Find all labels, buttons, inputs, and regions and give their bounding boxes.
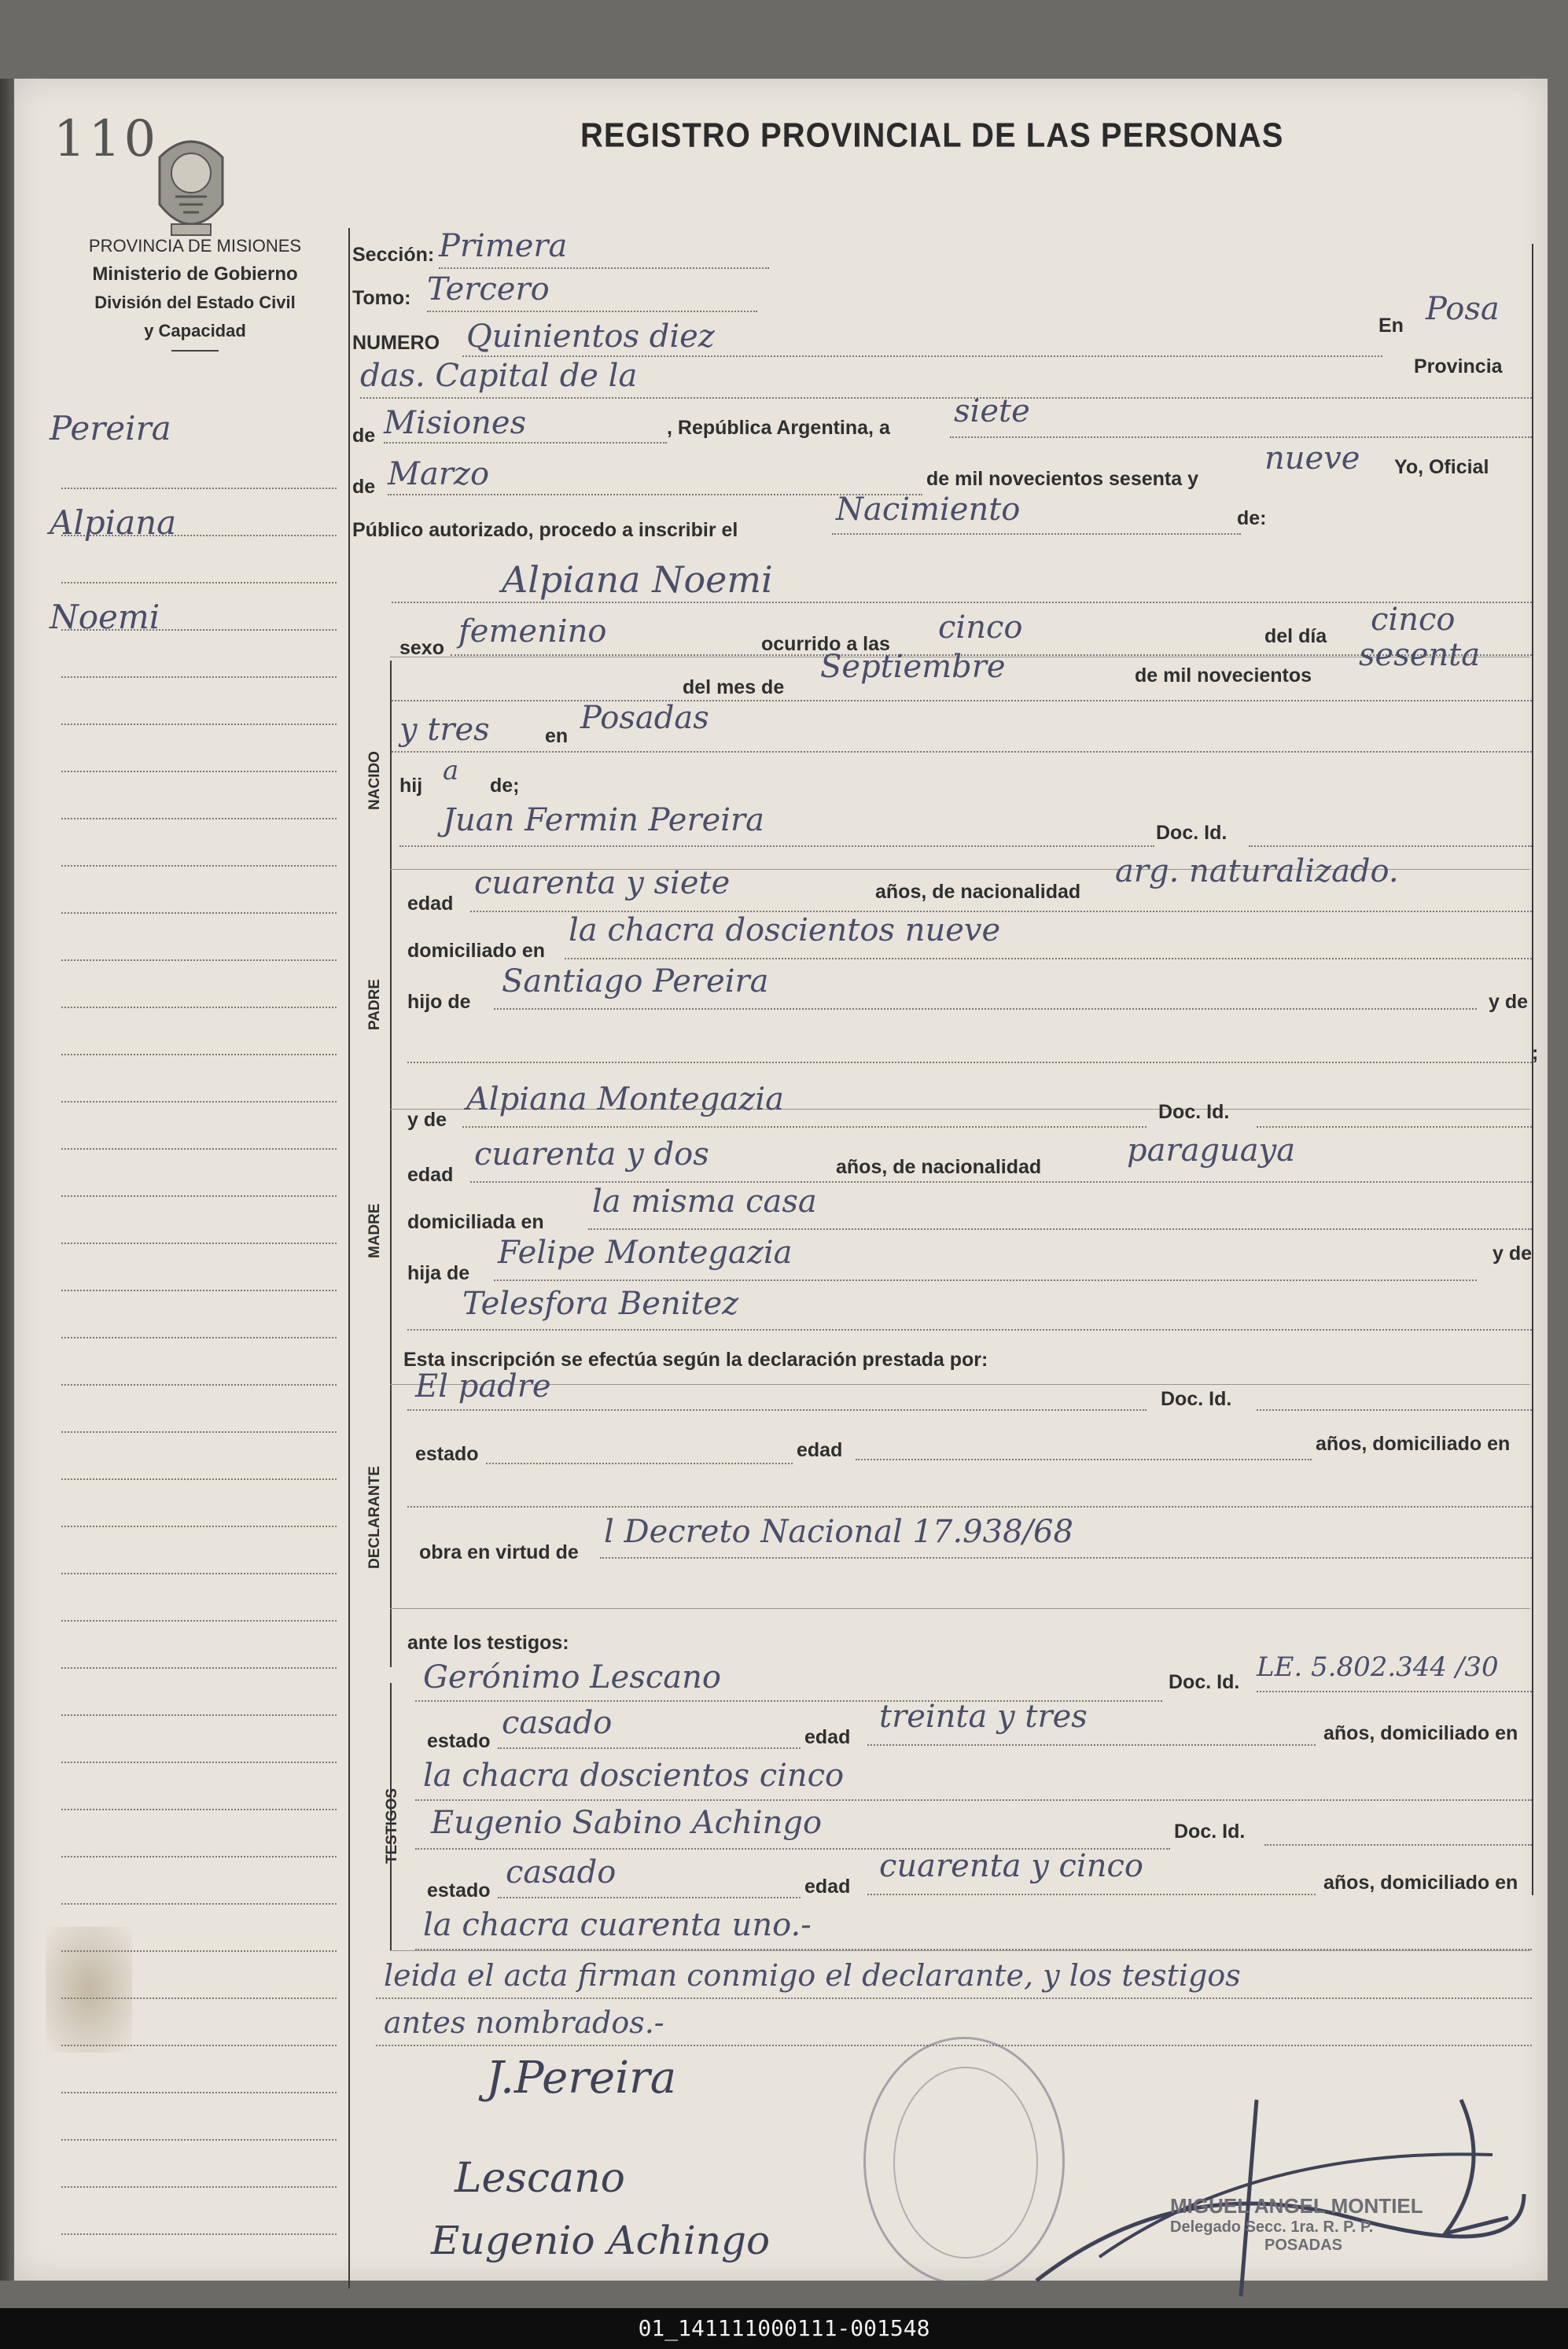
- dotline-madre-edad: [470, 1181, 1532, 1183]
- org-ministry: Ministerio de Gobierno: [92, 263, 298, 285]
- label-madre-doc: Doc. Id.: [1158, 1101, 1230, 1123]
- margin-rule: [61, 1526, 337, 1527]
- label-de-colon: de:: [1237, 507, 1267, 529]
- label-anio: de mil novecientos sesenta y: [926, 468, 1198, 490]
- margin-rule: [61, 2092, 337, 2093]
- margin-rule: [61, 1337, 337, 1338]
- page-number: 110: [53, 110, 160, 168]
- rule-testigos-bottom: [390, 1950, 1530, 1951]
- coat-of-arms-icon: [144, 126, 238, 244]
- label-de-semi: de;: [490, 775, 520, 797]
- margin-rule: [61, 1903, 337, 1905]
- label-numero: NUMERO: [352, 332, 440, 354]
- label-madre-y-de: y de: [407, 1109, 447, 1131]
- value-madre-nombre: Alpiana Montegazia: [466, 1081, 784, 1117]
- dotline-mes-nac: [392, 700, 1532, 701]
- closing-line-1: leida el acta firman conmigo el declarante, y los testigos: [384, 1958, 1241, 1993]
- section-madre: MADRE: [366, 1203, 383, 1258]
- org-province: PROVINCIA DE MISIONES: [88, 236, 302, 256]
- dotline-madre-doc: [1257, 1126, 1532, 1128]
- margin-rule: [61, 1148, 337, 1150]
- label-padre-doc: Doc. Id.: [1156, 822, 1228, 844]
- dotline-provincia: [384, 442, 667, 444]
- value-padre-edad: cuarenta y siete: [474, 865, 731, 901]
- value-padre-domicilio: la chacra doscientos nueve: [569, 912, 1001, 948]
- value-madre-domicilio: la misma casa: [592, 1184, 817, 1220]
- dotline-t2-domicilio: [415, 1949, 1532, 1950]
- dotline-padre-extra: [407, 1062, 1532, 1063]
- dotline-t1-doc: [1257, 1691, 1532, 1692]
- value-hora: cinco: [938, 609, 1023, 646]
- value-t1-estado: casado: [502, 1705, 613, 1741]
- value-tomo: Tercero: [427, 271, 550, 307]
- value-lugar-nac: Posadas: [580, 700, 709, 736]
- dotline-t2-doc: [1264, 1844, 1532, 1846]
- label-mil-nac: de mil novecientos: [1135, 665, 1312, 687]
- dotline-declarante-edad: [856, 1459, 1312, 1460]
- label-padre-semicolon: ;: [1532, 1042, 1539, 1064]
- dotline-t1-domicilio: [415, 1799, 1532, 1801]
- label-t2-domiciliado: años, domiciliado en: [1323, 1872, 1518, 1894]
- margin-rule: [61, 1054, 337, 1055]
- label-declarante-obra: obra en virtud de: [419, 1541, 579, 1563]
- label-provincia: Provincia: [1414, 355, 1503, 377]
- label-declarante-domiciliado: años, domiciliado en: [1316, 1433, 1511, 1455]
- value-madre-nacionalidad: paraguaya: [1127, 1132, 1296, 1169]
- label-padre-hijo: hijo de: [407, 991, 471, 1013]
- margin-rule: [61, 2186, 337, 2188]
- value-en: Posa: [1426, 291, 1500, 327]
- dotline-tomo: [427, 311, 757, 312]
- label-publico: Público autorizado, procedo a inscribir el: [352, 519, 738, 541]
- margin-name-surname: Pereira: [50, 409, 171, 447]
- value-padre-nombre: Juan Fermin Pereira: [443, 802, 765, 838]
- margin-rule: [61, 1714, 337, 1716]
- label-t2-edad: edad: [804, 1876, 851, 1898]
- value-t1-domicilio: la chacra doscientos cinco: [423, 1758, 845, 1794]
- dotline-dia: [950, 436, 1532, 438]
- dotline-padre-domicilio: [565, 958, 1532, 959]
- margin-rule: [61, 582, 337, 584]
- value-numero: Quinientos diez: [466, 318, 715, 355]
- margin-rule: [61, 959, 337, 961]
- value-nombre: Alpiana Noemi: [502, 558, 773, 601]
- value-anio: nueve: [1264, 440, 1360, 477]
- label-en-nac: en: [545, 725, 569, 747]
- margin-rule: [61, 2139, 337, 2141]
- label-t1-estado: estado: [427, 1730, 491, 1752]
- value-acto: Nacimiento: [836, 492, 1021, 528]
- org-divider: [171, 350, 219, 352]
- signature-witness-1: Lescano: [455, 2155, 625, 2202]
- value-hij: a: [443, 755, 459, 786]
- dotline-nombre: [392, 602, 1532, 603]
- dotline-declarante-estado: [486, 1463, 793, 1464]
- rule-declarante-top: [390, 1384, 1530, 1385]
- label-seccion: Sección:: [352, 244, 435, 266]
- label-ocurrido: ocurrido a las: [761, 633, 890, 655]
- margin-rule: [61, 1856, 337, 1857]
- margin-rule: [61, 912, 337, 914]
- margin-rule: [61, 1431, 337, 1433]
- label-madre-edad: edad: [407, 1164, 454, 1186]
- dotline-t2-estado: [498, 1897, 801, 1898]
- value-padre-hijo: Santiago Pereira: [502, 963, 769, 1000]
- margin-rule: [61, 723, 337, 725]
- value-t2-edad: cuarenta y cinco: [879, 1848, 1143, 1884]
- margin-rule: [61, 1667, 337, 1669]
- footer-caption: 01_141111000111-001548: [0, 2308, 1568, 2349]
- margin-rule: [61, 1007, 337, 1008]
- label-declarante-intro: Esta inscripción se efectúa según la declaración prestada por:: [403, 1349, 988, 1371]
- org-division: División del Estado Civil: [94, 293, 296, 312]
- officer-title: Delegado Secc. 1ra. R. P. P.: [1170, 2218, 1374, 2236]
- value-t1-edad: treinta y tres: [879, 1699, 1088, 1735]
- margin-rule: [61, 1620, 337, 1622]
- value-sexo: femenino: [458, 613, 607, 650]
- value-mes: Marzo: [388, 456, 490, 492]
- margin-rule: [61, 676, 337, 678]
- label-de-2: de: [352, 476, 376, 498]
- value-madre-madre: Telesfora Benitez: [462, 1286, 739, 1322]
- dotline-city: [360, 397, 1532, 399]
- value-provincia: Misiones: [384, 405, 527, 441]
- margin-rule: [61, 865, 337, 867]
- margin-name-first: Alpiana: [50, 503, 177, 542]
- signature-father: J.Pereira: [486, 2053, 677, 2104]
- dotline-padre-doc: [1249, 845, 1532, 847]
- value-anio-nac: sesenta: [1359, 637, 1481, 673]
- dotline-declarante-doc: [1257, 1409, 1532, 1411]
- section-padre: PADRE: [366, 978, 383, 1030]
- label-en: En: [1378, 315, 1404, 337]
- label-t1-domiciliado: años, domiciliado en: [1323, 1722, 1518, 1744]
- officer-city: POSADAS: [1264, 2237, 1342, 2254]
- margin-rule: [61, 771, 337, 772]
- label-declarante-edad: edad: [797, 1439, 843, 1461]
- margin-rule: [61, 1290, 337, 1291]
- section-testigos: TESTIGOS: [384, 1788, 400, 1864]
- label-t1-edad: edad: [804, 1726, 851, 1748]
- dotline-seccion: [439, 267, 769, 269]
- label-declarante-doc: Doc. Id.: [1161, 1388, 1232, 1410]
- officer-block: [1170, 2194, 1423, 2255]
- dotline-t2-edad: [867, 1894, 1316, 1895]
- dotline-t1-edad: [867, 1744, 1316, 1746]
- label-madre-y-de-2: y de: [1493, 1243, 1533, 1265]
- label-del-dia: del día: [1264, 625, 1327, 647]
- value-declarante-nombre: El padre: [415, 1368, 551, 1405]
- value-t1-nombre: Gerónimo Lescano: [423, 1659, 721, 1695]
- dotline-lugar: [392, 751, 1532, 753]
- label-madre-hija: hija de: [407, 1262, 470, 1284]
- margin-name-second: Noemi: [50, 598, 160, 636]
- rule-declarante-bottom: [390, 1608, 1530, 1609]
- value-t2-estado: casado: [506, 1854, 617, 1891]
- margin-rule: [61, 1384, 337, 1386]
- value-mes-nac: Septiembre: [820, 649, 1006, 685]
- column-divider: [348, 228, 350, 2288]
- margin-rule: [61, 1762, 337, 1763]
- margin-rule: [61, 488, 337, 489]
- label-madre-nacionalidad: años, de nacionalidad: [836, 1156, 1042, 1178]
- dotline-padre-nombre: [399, 845, 1154, 847]
- label-declarante-estado: estado: [415, 1443, 479, 1465]
- margin-rule: [61, 2233, 337, 2235]
- dotline-madre-nombre: [462, 1126, 1147, 1128]
- value-dia-nac: cinco: [1371, 602, 1456, 638]
- margin-rule: [61, 1101, 337, 1103]
- label-testigos-intro: ante los testigos:: [407, 1632, 569, 1654]
- label-t2-doc: Doc. Id.: [1174, 1821, 1246, 1843]
- stamp-inner-ring: [893, 2067, 1038, 2259]
- value-t1-doc: LE. 5.802.344 /30: [1257, 1651, 1499, 1683]
- dotline-declarante-domicilio: [407, 1506, 1532, 1508]
- signature-witness-2: Eugenio Achingo: [431, 2218, 771, 2263]
- margin-rule: [61, 1809, 337, 1810]
- document-title: REGISTRO PROVINCIAL DE LAS PERSONAS: [580, 116, 1284, 155]
- label-padre-edad: edad: [407, 893, 454, 915]
- section-divider: [390, 661, 392, 1667]
- value-anio-nac-2: y tres: [399, 712, 490, 748]
- dotline-numero: [462, 355, 1382, 357]
- dotline-madre-madre: [407, 1329, 1532, 1331]
- label-madre-domicilio: domiciliada en: [407, 1211, 544, 1233]
- label-mes-nac: del mes de: [683, 676, 785, 698]
- label-tomo: Tomo:: [352, 287, 411, 309]
- dotline-declarante-obra: [600, 1557, 1532, 1559]
- margin-rule: [61, 1573, 337, 1574]
- margin-rule: [61, 1195, 337, 1197]
- margin-rule: [61, 1478, 337, 1480]
- label-padre-domicilio: domiciliado en: [407, 940, 546, 962]
- margin-rule: [61, 818, 337, 819]
- margin-rule: [61, 1243, 337, 1244]
- value-t2-nombre: Eugenio Sabino Achingo: [431, 1805, 823, 1841]
- label-republica: , República Argentina, a: [667, 417, 890, 439]
- value-declarante-obra: l Decreto Nacional 17.938/68: [604, 1514, 1073, 1550]
- section-nacido: NACIDO: [366, 751, 383, 810]
- value-city: das. Capital de la: [360, 358, 638, 394]
- dotline-madre-hija: [494, 1279, 1477, 1281]
- closing-line-2: antes nombrados.-: [384, 2005, 664, 2040]
- section-declarante: DECLARANTE: [366, 1466, 383, 1569]
- label-hij: hij: [399, 775, 423, 797]
- right-border: [1532, 244, 1533, 1895]
- value-dia: siete: [954, 393, 1030, 429]
- organization-block: [46, 232, 344, 356]
- label-de: de: [352, 425, 376, 447]
- officer-name: MIGUEL ANGEL MONTIEL: [1170, 2194, 1423, 2218]
- label-t1-doc: Doc. Id.: [1169, 1671, 1240, 1693]
- dotline-acto: [832, 533, 1241, 535]
- label-yo-oficial: Yo, Oficial: [1394, 456, 1489, 478]
- value-padre-nacionalidad: arg. naturalizado.: [1115, 853, 1399, 889]
- water-stain: [46, 1927, 132, 2053]
- label-padre-y-de: y de: [1489, 991, 1529, 1013]
- dotline-padre-hijo: [494, 1008, 1477, 1010]
- org-division-2: y Capacidad: [144, 321, 246, 341]
- dotline-declarante-nombre: [407, 1409, 1147, 1411]
- dotline-t1-estado: [498, 1747, 801, 1749]
- value-t2-domicilio: la chacra cuarenta uno.-: [423, 1907, 812, 1943]
- value-seccion: Primera: [439, 228, 568, 264]
- value-madre-edad: cuarenta y dos: [474, 1136, 709, 1173]
- label-sexo: sexo: [399, 637, 444, 659]
- document-page: [14, 79, 1548, 2281]
- dotline-closing-1: [376, 1997, 1532, 1999]
- value-madre-hija: Felipe Montegazia: [498, 1235, 793, 1271]
- label-padre-nacionalidad: años, de nacionalidad: [875, 881, 1081, 903]
- label-t2-estado: estado: [427, 1880, 491, 1902]
- dotline-madre-domicilio: [588, 1228, 1532, 1230]
